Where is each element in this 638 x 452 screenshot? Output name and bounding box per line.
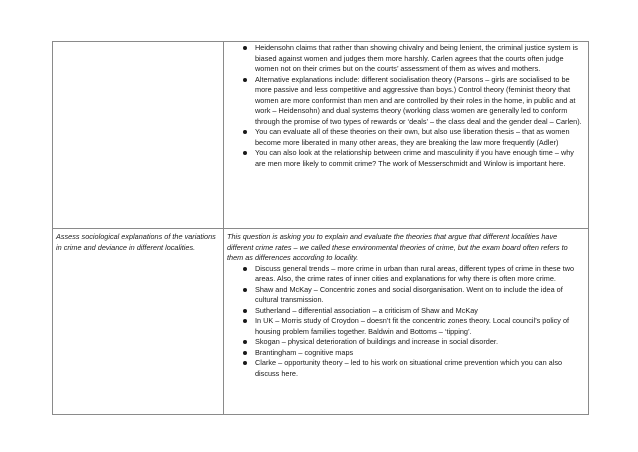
bullet-text: You can also look at the relationship between crime and masculinity if you have enough time – why are men more likely to commit crime? The work of Messerschmidt and Winlow is important here. <box>255 148 574 168</box>
bullet-icon <box>243 361 247 365</box>
list-item <box>227 75 585 128</box>
list-item <box>227 337 585 348</box>
bullet-list <box>227 43 585 169</box>
list-item <box>227 264 585 285</box>
answer-cell <box>224 42 589 229</box>
bullet-text: Heidensohn claims that rather than showing chivalry and being lenient, the criminal justice system is biased against women and judges them more harshly. Carlen agrees that the courts often judge women not on their crimes but on the courts’ assessment of them as wives and mothers. <box>255 43 578 73</box>
bullet-icon <box>243 78 247 82</box>
bullet-text: You can evaluate all of these theories on their own, but also use liberation thesis – that as women become more liberated in many other areas, they are breaking the law more frequently (Adler) <box>255 127 570 147</box>
bullet-text: Alternative explanations include: different socialisation theory (Parsons – girls are socialised to be more passive and less competitive and aggressive than boys.) Control theory (feminist theory that women are more conformist than men and are controlled by their roles in the home, in public and at work – Heidensohn) and dual systems theory (working class women are generally led to conform through the promise of two types of rewards or ‘deals’ – the class deal and the gender deal – Carlen). <box>255 74 582 126</box>
question-cell: Assess sociological explanations of the variations in crime and deviance in different localities. <box>53 229 224 415</box>
bullet-text: Discuss general trends – more crime in urban than rural areas, different types of crime in these two areas. Also, the crime rates of inner cities and explanations for why there is often more crime. <box>255 263 575 283</box>
bullet-text: Sutherland – differential association – a criticism of Shaw and McKay <box>255 305 478 315</box>
bullet-icon <box>243 319 247 323</box>
bullet-icon <box>243 288 247 292</box>
bullet-text: Brantingham – cognitive maps <box>255 347 354 357</box>
bullet-text: Shaw and McKay – Concentric zones and social disorganisation. Went on to include the idea of cultural transmission. <box>255 284 563 304</box>
list-item <box>227 285 585 306</box>
answer-intro: This question is asking you to explain and evaluate the theories that argue that different localities have different crime rates – we called these environmental theories of crime, but the exam board often refers to them as differences according to locality. <box>227 232 568 262</box>
list-item <box>227 127 585 148</box>
list-item <box>227 148 585 169</box>
bullet-text: Clarke – opportunity theory – led to his work on situational crime prevention which you can also discuss here. <box>255 358 563 378</box>
bullet-icon <box>243 46 247 50</box>
bullet-icon <box>243 267 247 271</box>
list-item <box>227 358 585 379</box>
content-table <box>52 41 589 415</box>
list-item <box>227 306 585 317</box>
list-item <box>227 43 585 75</box>
bullet-icon <box>243 151 247 155</box>
bullet-icon <box>243 340 247 344</box>
bullet-icon <box>243 130 247 134</box>
list-item <box>227 316 585 337</box>
list-item <box>227 348 585 359</box>
bullet-icon <box>243 351 247 355</box>
bullet-list <box>227 264 585 380</box>
table-row <box>53 42 589 229</box>
question-cell <box>53 42 224 229</box>
bullet-icon <box>243 309 247 313</box>
table-row <box>53 229 589 415</box>
bullet-text: In UK – Morris study of Croydon – doesn’t fit the concentric zones theory. Local council’s policy of housing problem families together. Baldwin and Bottoms – ‘tipping’. <box>255 316 570 336</box>
bullet-text: Skogan – physical deterioration of buildings and increase in social disorder. <box>255 337 498 346</box>
answer-cell <box>224 229 589 415</box>
